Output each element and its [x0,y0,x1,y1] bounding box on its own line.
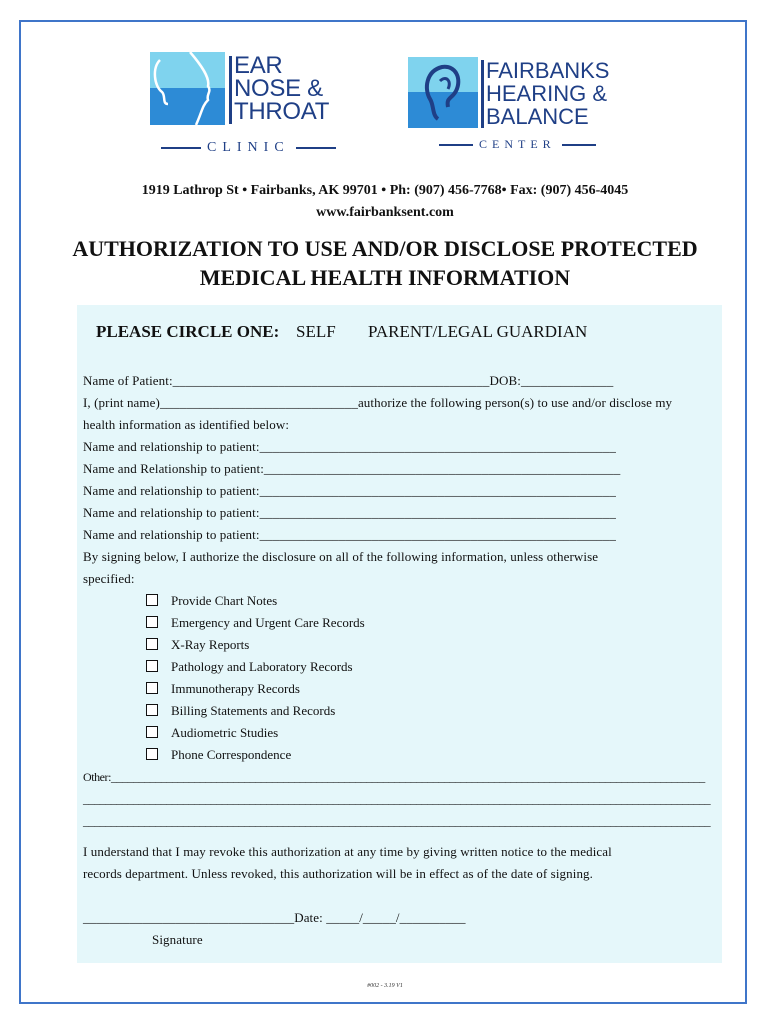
signature-label: Signature [152,932,203,947]
checkbox-label: Provide Chart Notes [171,593,278,608]
signing-text-line2: specified: [83,571,135,586]
checkbox-icon[interactable] [146,660,158,672]
checkbox-item[interactable] [146,703,335,719]
other-field-line3[interactable]: _________________________________________________________________________________________________________________ [83,814,711,828]
form-title-line1: AUTHORIZATION TO USE AND/OR DISCLOSE PROTECTED [72,236,698,261]
ear-profile-icon [150,52,225,125]
form-code: #002 - 3.19 V1 [367,983,403,989]
checkbox-label: Immunotherapy Records [171,681,300,696]
checkbox-icon[interactable] [146,682,158,694]
checkbox-label: Pathology and Laboratory Records [171,659,353,674]
checkbox-label: Audiometric Studies [171,725,279,740]
checkbox-item[interactable] [146,637,249,653]
fhb-logo-line3: BALANCE [486,104,589,129]
checkbox-icon[interactable] [146,726,158,738]
revoke-text-line1: I understand that I may revoke this authorization at any time by giving written notice to the medical [83,844,612,859]
fhb-logo-sub: CENTER [479,137,556,151]
address-line: 1919 Lathrop St • Fairbanks, AK 99701 • Ph: (907) 456-7768• Fax: (907) 456-4045 [141,183,629,198]
circle-one-label: PLEASE CIRCLE ONE: [96,322,280,341]
fhb-logo-line2: HEARING & [486,81,608,106]
fhb-ear-icon [408,57,478,128]
health-info-text: health information as identified below: [83,417,290,432]
print-name-field[interactable]: I, (print name)______________________________authorize the following person(s) to use and/or disclose my [83,395,673,410]
other-field-line1[interactable]: Other:___________________________________________________________________________________________________________ [83,770,705,784]
signature-date-field[interactable]: ________________________________Date: _____/_____/__________ [83,910,466,925]
checkbox-icon[interactable] [146,704,158,716]
revoke-text-line2: records department. Unless revoked, this authorization will be in effect as of the date of signing. [83,866,594,881]
relationship-field-2[interactable]: Name and Relationship to patient:______________________________________________________ [83,461,621,476]
fairbanks-hearing-logo [408,57,628,157]
checkbox-item[interactable] [146,593,277,609]
option-self[interactable]: SELF [296,322,336,341]
ent-clinic-logo [150,52,340,160]
checkbox-item[interactable] [146,681,300,697]
checkbox-item[interactable] [146,747,291,763]
ear-icon [408,57,478,128]
patient-name-dob-field[interactable]: Name of Patient:________________________________________________DOB:______________ [83,373,614,388]
checkbox-item[interactable] [146,615,365,631]
checkbox-item[interactable] [146,725,278,741]
ent-logo-line1: EAR [234,52,283,79]
ent-face-icon [150,52,225,125]
fhb-logo-line1: FAIRBANKS [486,58,610,83]
checkbox-label: Emergency and Urgent Care Records [171,615,365,630]
checkbox-label: X-Ray Reports [171,637,250,652]
ent-logo-line3: THROAT [234,98,330,125]
ent-logo-line2: NOSE & [234,75,323,102]
website-line: www.fairbanksent.com [316,205,454,220]
relationship-field-4[interactable]: Name and relationship to patient:______________________________________________________ [83,505,616,520]
checkbox-icon[interactable] [146,748,158,760]
checkbox-label: Billing Statements and Records [171,703,336,718]
relationship-field-1[interactable]: Name and relationship to patient:______________________________________________________ [83,439,616,454]
other-field-line2[interactable]: _________________________________________________________________________________________________________________ [83,792,711,806]
checkbox-label: Phone Correspondence [171,747,292,762]
checkbox-icon[interactable] [146,616,158,628]
relationship-field-3[interactable]: Name and relationship to patient:______________________________________________________ [83,483,616,498]
checkbox-item[interactable] [146,659,353,675]
relationship-field-5[interactable]: Name and relationship to patient:______________________________________________________ [83,527,616,542]
option-parent-guardian[interactable]: PARENT/LEGAL GUARDIAN [368,322,588,341]
form-title-line2: MEDICAL HEALTH INFORMATION [199,265,571,290]
checkbox-icon[interactable] [146,638,158,650]
checkbox-icon[interactable] [146,594,158,606]
signing-text-line1: By signing below, I authorize the disclosure on all of the following information, unless otherwise [83,549,599,564]
ent-logo-sub: CLINIC [207,140,290,155]
